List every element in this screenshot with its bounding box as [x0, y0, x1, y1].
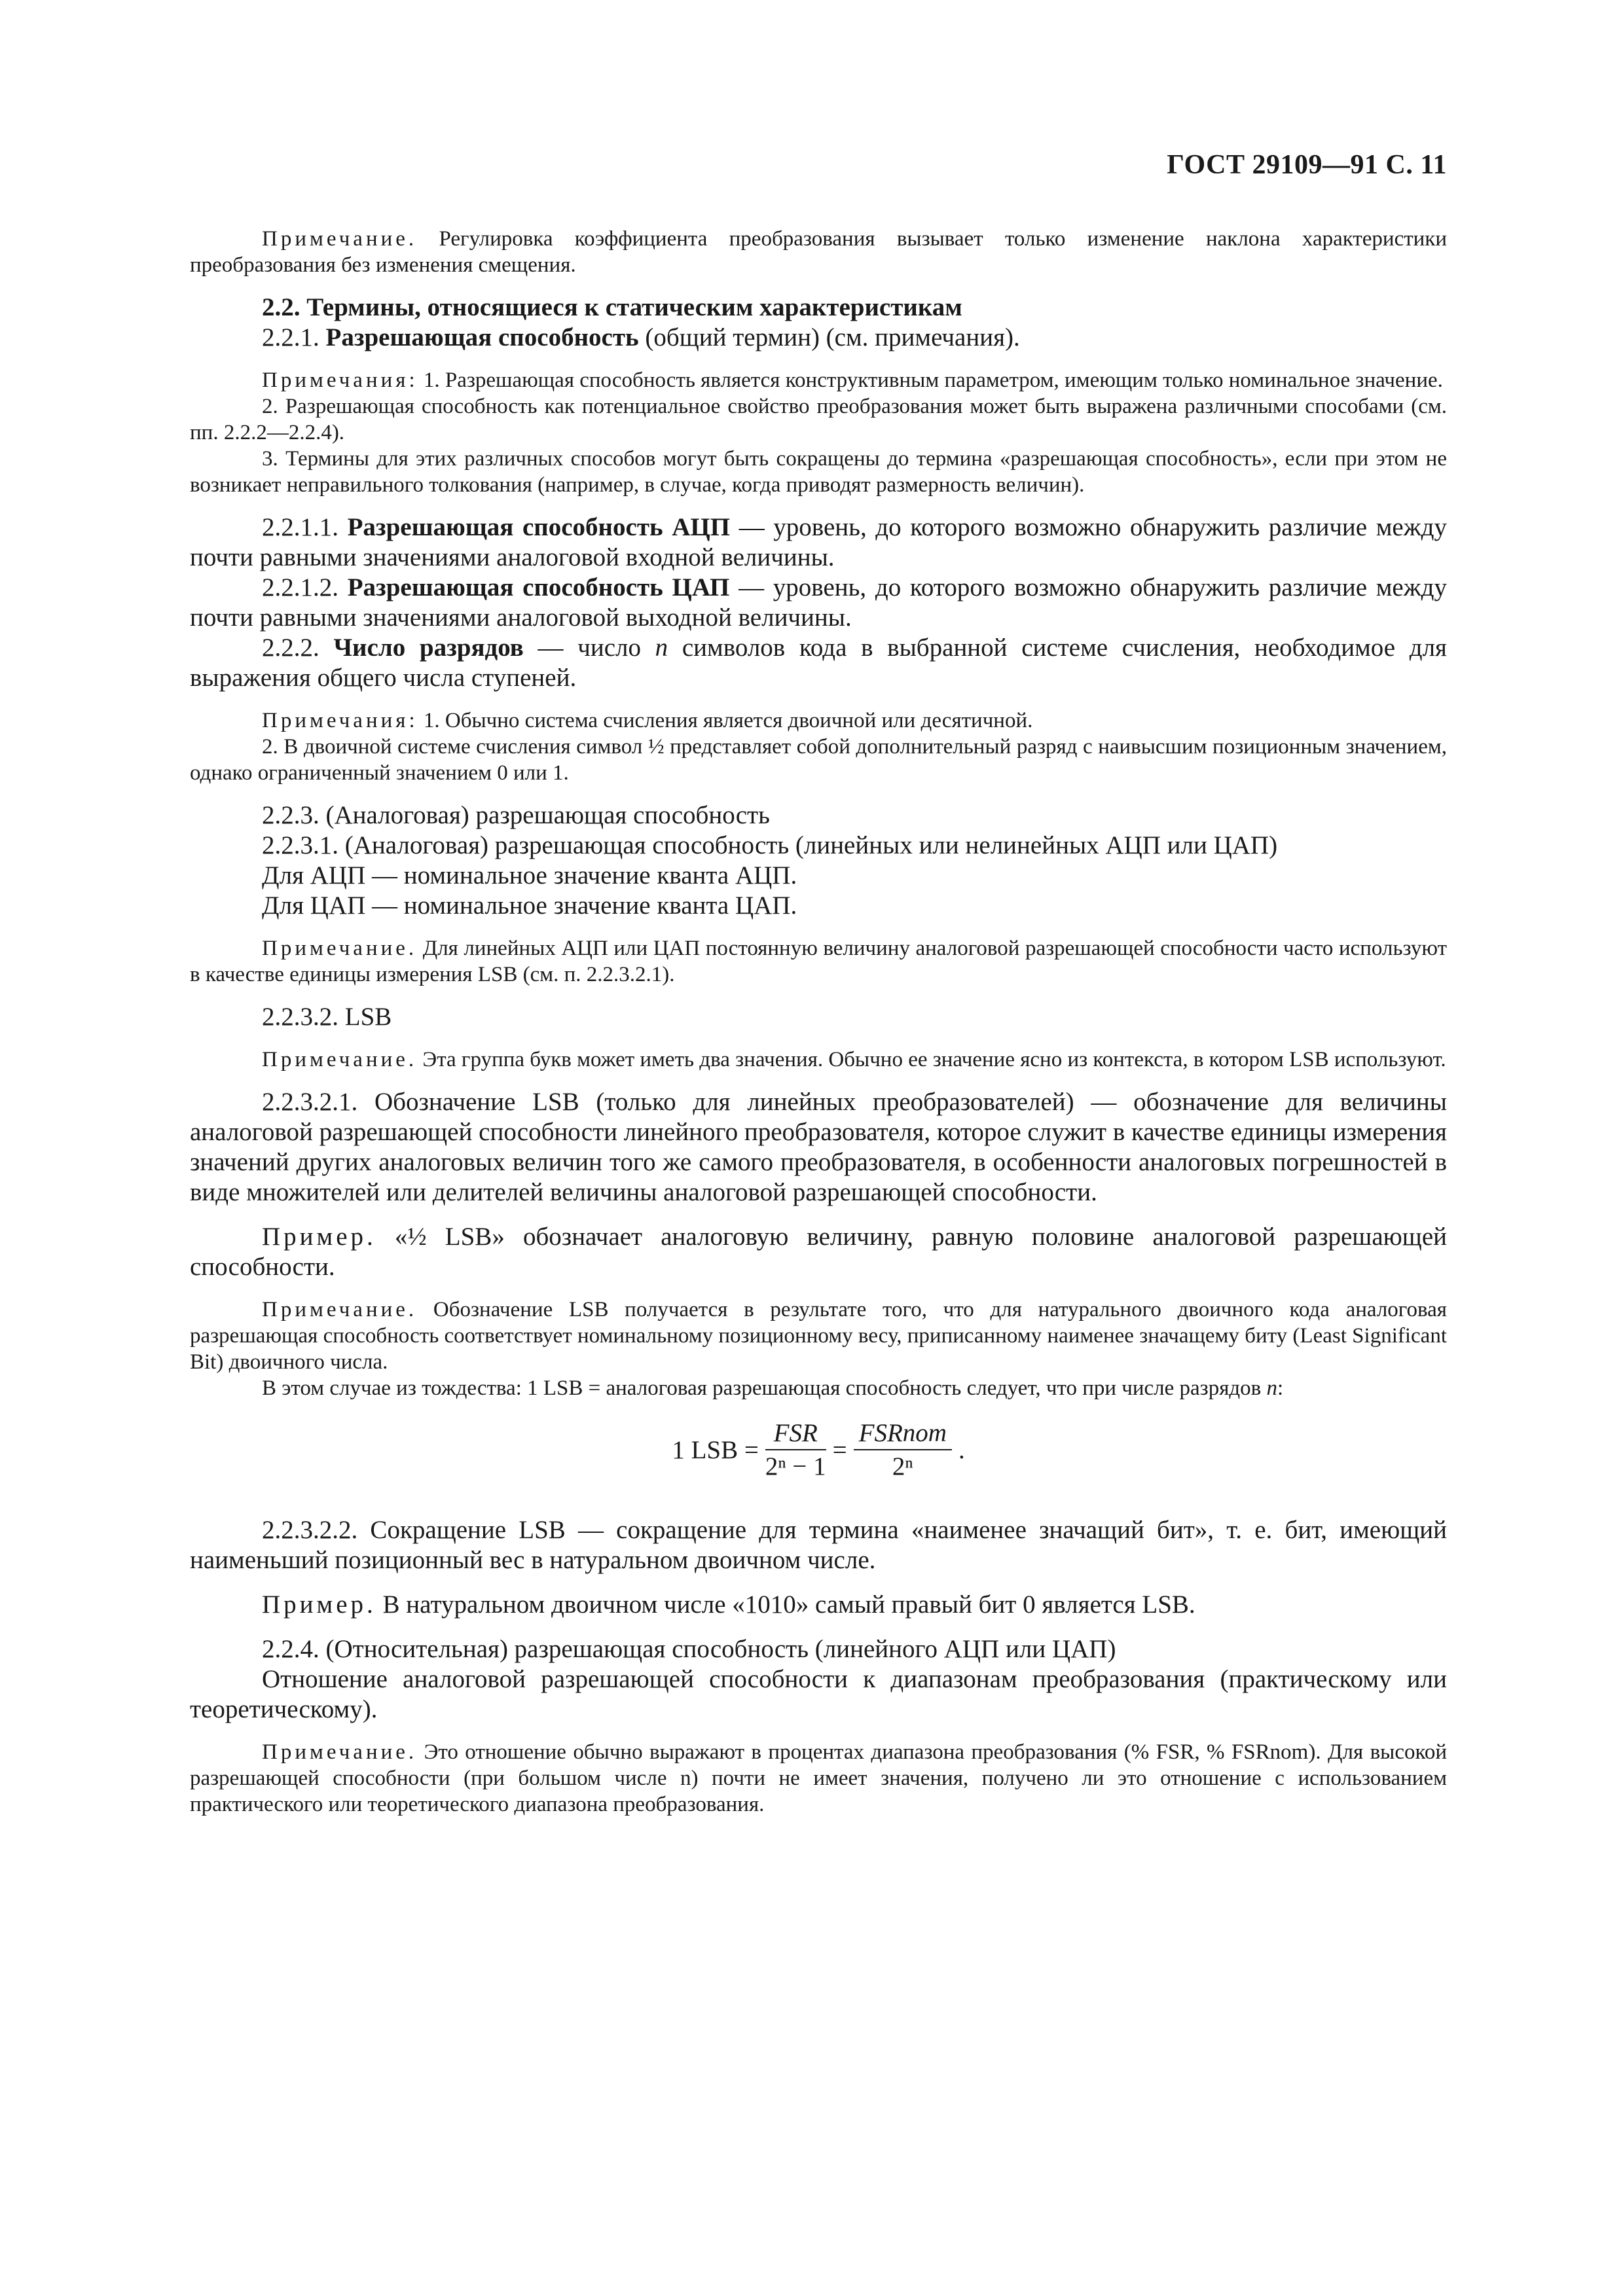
note-0 — [190, 226, 1447, 278]
term-rest: (общий термин) (см. примечания). — [638, 323, 1020, 351]
note-text: Регулировка коэффициента преобразования вызывает только изменение наклона характеристики преобразования без изменения смещения. — [190, 227, 1447, 277]
note-text: Обозначение LSB получается в результате того, что для натурального двоичного кода аналоговая разрешающая способность соответствует номинальному позиционному весу, приписанному наименее значащему биту (Least Significant Bit) двоичного числа. — [190, 1298, 1447, 1374]
example-text: «½ LSB» обозначает аналоговую величину, равную половине аналоговой разрешающей способности. — [190, 1223, 1447, 1281]
term-2-2-2 — [190, 633, 1447, 693]
fraction-1-numerator: FSR — [765, 1418, 826, 1450]
example-label: Пример. — [262, 1590, 376, 1619]
note-1-item-2: 2. Разрешающая способность как потенциальное свойство преобразования может быть выражена различными способами (см. пп. 2.2.2—2.2.4). — [190, 395, 1447, 444]
term-2-2-4-text: Отношение аналоговой разрешающей способности к диапазонам преобразования (практическому или теоретическому). — [190, 1665, 1447, 1723]
note-text: Это отношение обычно выражают в процентах диапазона преобразования (% FSR, % FSRnom). Для высокой разрешающей способности (при большом числе n) почти не имеет значения, получено ли это отношение с использованием практического или теоретического диапазона преобразования. — [190, 1740, 1447, 1816]
fraction-2 — [854, 1418, 952, 1481]
term-2-2-1-2 — [190, 573, 1447, 633]
fraction-2-numerator: FSRnom — [854, 1418, 952, 1450]
note-text: : — [1277, 1376, 1284, 1400]
clause-number: 2.2.1. — [262, 323, 326, 351]
formula-lhs: 1 LSB = — [672, 1435, 759, 1464]
term-name: Разрешающая способность ЦАП — [347, 573, 730, 601]
section-heading: 2.2. Термины, относящиеся к статическим характеристикам — [262, 293, 962, 321]
term-2-2-3-2: 2.2.3.2. LSB — [262, 1003, 392, 1031]
example-label: Пример. — [262, 1223, 376, 1251]
note-text: Эта группа букв может иметь два значения. Обычно ее значение ясно из контекста, в котором LSB используют. — [417, 1048, 1446, 1071]
note-label: Примечания: — [262, 368, 418, 392]
term-2-2-3-1-dac: Для ЦАП — номинальное значение кванта ЦАП. — [262, 891, 797, 920]
note-1-item-3: 3. Термины для этих различных способов могут быть сокращены до термина «разрешающая способность», если при этом не возникает неправильного толкования (например, в случае, когда приводят размерность величин). — [190, 447, 1447, 497]
term-2-2-3-1: 2.2.3.1. (Аналоговая) разрешающая способность (линейных или нелинейных АЦП или ЦАП) — [262, 831, 1278, 859]
example-text: В натуральном двоичном числе «1010» самый правый бит 0 является LSB. — [376, 1590, 1195, 1619]
term-2-2-1 — [190, 323, 1447, 353]
page-body — [190, 141, 1447, 1818]
symbol-n: n — [655, 634, 668, 662]
symbol-n: n — [1266, 1376, 1278, 1400]
note-5 — [190, 1297, 1447, 1375]
term-2-2-4: 2.2.4. (Относительная) разрешающая способность (линейного АЦП или ЦАП) — [262, 1635, 1116, 1663]
note-4 — [190, 1047, 1447, 1073]
term-rest: — уровень, до которого возможно обнаружить различие между почти равными значениями аналоговой выходной величины. — [190, 573, 1448, 632]
term-rest: символов кода в выбранной системе счисления, необходимое для выражения общего числа ступеней. — [190, 634, 1447, 692]
term-name: Разрешающая способность — [325, 323, 639, 351]
formula-equals: = — [832, 1435, 847, 1464]
page-header: ГОСТ 29109—91 С. 11 — [1167, 150, 1447, 180]
note-label: Примечание. — [262, 1298, 418, 1321]
clause-number: 2.2.1.2. — [262, 573, 348, 601]
term-2-2-3-2-2: 2.2.3.2.2. Сокращение LSB — сокращение для термина «наименее значащий бит», т. е. бит, имеющий наименьший позиционный вес в натуральном двоичном числе. — [190, 1516, 1447, 1574]
note-text: 1. Разрешающая способность является конструктивным параметром, имеющим только номинальное значение. — [418, 368, 1443, 392]
note-5-continuation — [190, 1375, 1447, 1401]
note-text: В этом случае из тождества: 1 LSB = аналоговая разрешающая способность следует, что при числе разрядов — [262, 1376, 1267, 1400]
clause-number: 2.2.1.1. — [262, 513, 348, 541]
example-1 — [190, 1222, 1447, 1282]
note-6 — [190, 1739, 1447, 1818]
term-2-2-3: 2.2.3. (Аналоговая) разрешающая способность — [262, 801, 770, 829]
clause-number: 2.2.2. — [262, 634, 334, 662]
term-2-2-3-1-adc: Для АЦП — номинальное значение кванта АЦП. — [262, 861, 797, 889]
example-2 — [190, 1590, 1447, 1620]
note-text: Для линейных АЦП или ЦАП постоянную величину аналоговой разрешающей способности часто используют в качестве единицы измерения LSB (см. п. 2.2.3.2.1). — [190, 937, 1447, 986]
note-label: Примечания: — [262, 709, 418, 732]
note-1-item-1 — [190, 367, 1447, 393]
term-rest: — число — [523, 634, 655, 662]
fraction-2-denominator: 2ⁿ — [892, 1452, 913, 1480]
term-name: Разрешающая способность АЦП — [347, 513, 731, 541]
note-label: Примечание. — [262, 1740, 418, 1764]
note-label: Примечание. — [262, 227, 418, 251]
fraction-1-denominator: 2ⁿ − 1 — [765, 1452, 826, 1480]
note-label: Примечание. — [262, 937, 418, 960]
term-2-2-3-2-1: 2.2.3.2.1. Обозначение LSB (только для линейных преобразователей) — обозначение для величины аналоговой разрешающей способности линейного преобразователя, которое служит в качестве единицы измерения значений других аналоговых величин того же самого преобразователя, в особенности аналоговых погрешностей в виде множителей или делителей величины аналоговой разрешающей способности. — [190, 1088, 1447, 1206]
note-text: 1. Обычно система счисления является двоичной или десятичной. — [418, 709, 1033, 732]
lsb-formula — [190, 1418, 1447, 1497]
term-rest: — уровень, до которого возможно обнаружить различие между почти равными значениями аналоговой входной величины. — [190, 513, 1447, 571]
note-2-item-1 — [190, 708, 1447, 734]
term-name: Число разрядов — [333, 634, 524, 662]
note-2-item-2: 2. В двоичной системе счисления символ ½ представляет собой дополнительный разряд с наивысшим позиционным значением, однако ограниченный значением 0 или 1. — [190, 735, 1447, 785]
fraction-1 — [765, 1418, 826, 1481]
note-3 — [190, 935, 1447, 988]
term-2-2-1-1 — [190, 512, 1447, 573]
formula-period: . — [958, 1435, 965, 1464]
note-label: Примечание. — [262, 1048, 418, 1071]
